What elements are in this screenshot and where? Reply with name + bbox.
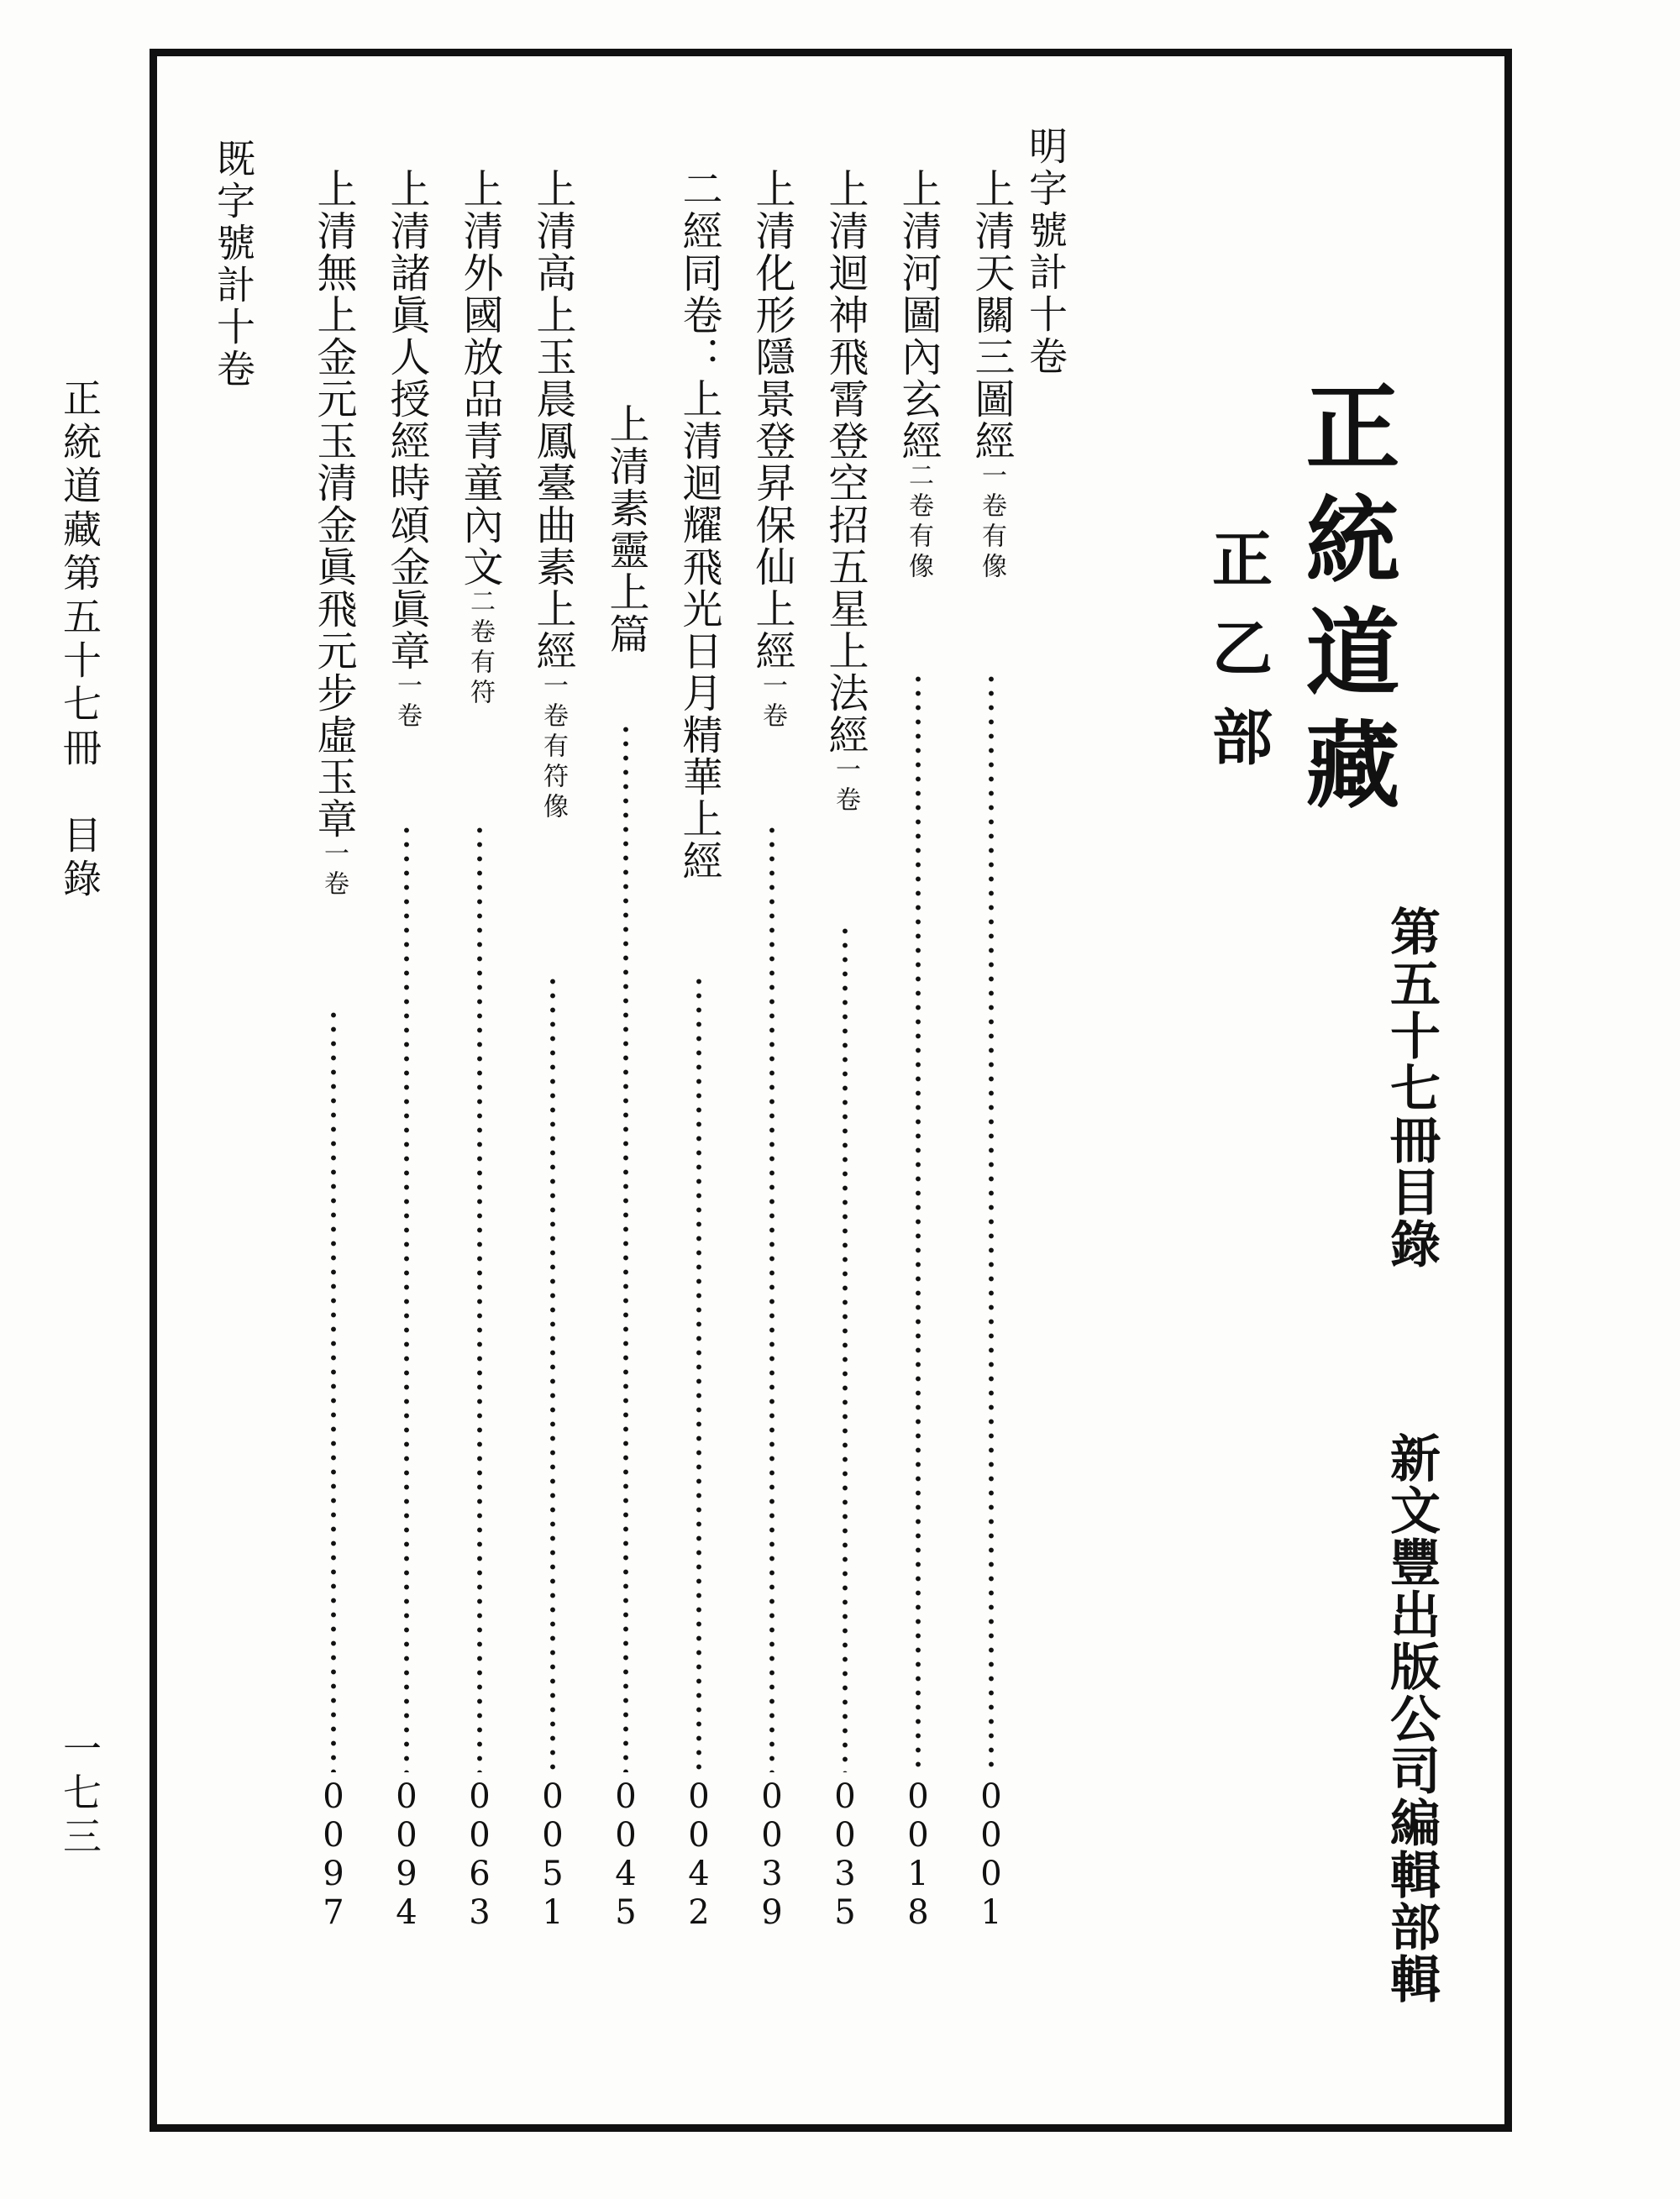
toc-entry[interactable] xyxy=(966,168,1016,1932)
toc-entry[interactable] xyxy=(308,168,359,1932)
dot-leader xyxy=(403,823,410,1772)
entry-page: 0045 xyxy=(615,1777,637,1932)
entry-text xyxy=(528,168,578,823)
entry-page: 0097 xyxy=(323,1777,344,1932)
entry-page: 0042 xyxy=(688,1777,710,1932)
entry-text xyxy=(381,168,432,732)
page-number: 一七三 xyxy=(57,1729,102,1860)
entry-text xyxy=(893,168,943,583)
entry-page: 0018 xyxy=(907,1777,929,1932)
entry-title: 上清河圖內玄經 xyxy=(895,168,942,462)
entry-title: 上清無上金元玉清金眞飛元步虛玉章 xyxy=(310,168,357,840)
entry-page: 0035 xyxy=(834,1777,856,1932)
toc-entry[interactable] xyxy=(747,168,797,1932)
entry-title: 上清天關三圖經 xyxy=(968,168,1015,462)
entry-title: 上清迴神飛霄登空招五星上法經 xyxy=(822,168,869,756)
dot-leader xyxy=(988,672,995,1772)
entry-text xyxy=(308,168,359,900)
toc-entry[interactable] xyxy=(674,168,724,1932)
entry-page: 0063 xyxy=(469,1777,491,1932)
entry-text xyxy=(966,168,1016,583)
publisher: 新文豐出版公司編輯部輯 xyxy=(1382,1432,1441,2005)
dot-leader xyxy=(769,823,775,1772)
entry-note: 一卷有像 xyxy=(977,462,1006,583)
toc-entry[interactable] xyxy=(528,168,578,1932)
entry-note: 一卷 xyxy=(758,672,787,732)
toc-entry[interactable] xyxy=(820,168,870,1932)
toc-entry[interactable] xyxy=(893,168,943,1932)
margin-running-title: 正統道藏第五十七冊 目錄 xyxy=(57,378,102,902)
entry-title: 上清諸眞人授經時頌金眞章 xyxy=(383,168,430,672)
dot-leader xyxy=(476,823,483,1772)
entry-title: 上清化形隱景登昇保仙上經 xyxy=(748,168,795,672)
dot-leader xyxy=(330,1008,337,1772)
entry-note: 二卷有像 xyxy=(904,462,933,583)
volume-title: 第五十七冊目錄 xyxy=(1382,905,1441,1270)
entry-note: 一卷有符像 xyxy=(538,672,568,823)
entry-page: 0051 xyxy=(542,1777,564,1932)
dot-leader xyxy=(549,974,556,1772)
entry-note: 一卷 xyxy=(319,840,349,900)
entry-title: 二經同卷：上清迴耀飛光日月精華上經 xyxy=(675,168,722,882)
group-header: 明字號計十卷 xyxy=(1023,126,1068,378)
entry-page: 0039 xyxy=(761,1777,783,1932)
entry-note: 一卷 xyxy=(831,756,860,816)
group-header: 既字號計十卷 xyxy=(211,139,256,391)
toc-entry[interactable] xyxy=(601,403,651,1932)
entry-text xyxy=(747,168,797,732)
toc-entry[interactable] xyxy=(381,168,432,1932)
dot-leader xyxy=(915,672,921,1772)
dot-leader xyxy=(622,722,629,1772)
toc-entry[interactable] xyxy=(454,168,505,1932)
section-subtitle: 正乙部 xyxy=(1202,527,1273,795)
entry-page: 0001 xyxy=(980,1777,1002,1932)
dot-leader xyxy=(842,924,848,1772)
entry-note: 二卷有符 xyxy=(465,588,495,709)
entry-text xyxy=(820,168,870,816)
entry-page: 0094 xyxy=(396,1777,417,1932)
entry-title: 上清高上玉晨鳳臺曲素上經 xyxy=(529,168,576,672)
entry-title: 上清外國放品青童內文 xyxy=(456,168,503,588)
entry-note: 一卷 xyxy=(392,672,422,732)
entry-text xyxy=(601,403,651,655)
entry-text xyxy=(454,168,505,709)
entry-text xyxy=(674,168,724,882)
dot-leader xyxy=(696,974,702,1772)
collection-title: 正統道藏 xyxy=(1290,378,1399,828)
entry-title: 上清素靈上篇 xyxy=(602,403,649,655)
